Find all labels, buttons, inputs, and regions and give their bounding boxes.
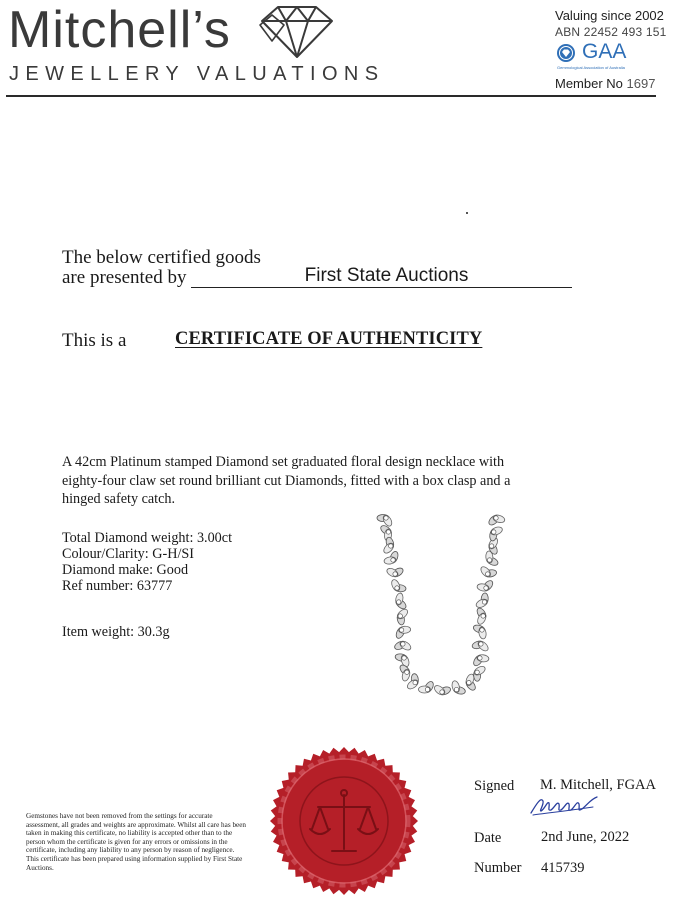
intro-line-1: The below certified goods <box>62 247 261 268</box>
signature-image <box>527 791 605 819</box>
valuing-since: Valuing since 2002 <box>555 8 664 23</box>
disclaimer-text: Gemstones have not been removed from the settings for accurate assessment, all grades and weights are approximate. Whilst all care has been taken in making this certificate, no liability is accepted other than to the person whom the certificate is given for any errors or omissions in the certificate, including any liability to any person by reason of negligence. This certificate has been prepared using information supplied by First State Auctions. <box>26 812 247 872</box>
gaa-label: GAA <box>582 40 627 63</box>
certificate-prefix: This is a <box>62 330 127 351</box>
intro-line-2: are presented by <box>62 267 187 288</box>
abn-number: ABN 22452 493 151 <box>555 25 667 39</box>
member-label: Member No <box>555 76 623 91</box>
necklace-link <box>476 579 494 593</box>
spec-diamond-make: Diamond make: Good <box>62 562 189 578</box>
date-value: 2nd June, 2022 <box>541 829 630 845</box>
necklace-link <box>386 566 405 578</box>
gaa-subtitle: Gemmological Association of Australia <box>557 65 625 70</box>
necklace-link <box>472 624 487 640</box>
signed-value: M. Mitchell, FGAA <box>540 777 656 793</box>
necklace-link <box>393 639 412 651</box>
gaa-emblem-icon <box>556 43 576 63</box>
member-number-value: 1697 <box>626 76 656 91</box>
date-label: Date <box>474 830 502 846</box>
necklace-link <box>473 665 487 682</box>
diamond-icon <box>258 3 336 59</box>
item-description: A 42cm Platinum stamped Diamond set graduated floral design necklace with eighty-four claw set round brilliant cut Diamonds, fitted with a box clasp and a hinged safety catch. <box>62 454 511 507</box>
necklace-link <box>394 592 408 610</box>
necklace-link <box>479 565 497 579</box>
necklace-link <box>395 626 411 640</box>
number-label: Number <box>474 860 522 876</box>
spec-colour-clarity: Colour/Clarity: G-H/SI <box>62 546 195 562</box>
necklace-link <box>487 513 506 526</box>
necklace-link <box>451 680 466 695</box>
spec-total-weight: Total Diamond weight: 3.00ct <box>62 530 233 546</box>
spec-ref-number: Ref number: 63777 <box>62 578 173 594</box>
necklace-photo <box>372 510 512 705</box>
number-value: 415739 <box>541 860 585 876</box>
necklace-link <box>433 684 452 697</box>
necklace-link <box>418 680 435 694</box>
necklace-link <box>390 578 406 592</box>
wax-seal-scales-icon <box>268 745 420 897</box>
necklace-link <box>377 514 394 528</box>
presenter-name: First State Auctions <box>191 265 572 288</box>
brand-name: Mitchell’s <box>8 1 231 59</box>
necklace-link <box>475 593 489 609</box>
member-number <box>555 76 655 92</box>
item-weight: Item weight: 30.3g <box>62 624 170 640</box>
necklace-link <box>471 639 490 652</box>
brand-subtitle: JEWELLERY VALUATIONS <box>9 63 385 85</box>
certificate-title: CERTIFICATE OF AUTHENTICITY <box>175 329 483 349</box>
necklace-link <box>398 663 411 682</box>
necklace-link <box>472 654 489 668</box>
header-divider <box>6 95 656 97</box>
signed-label: Signed <box>474 778 515 794</box>
speck <box>466 212 468 214</box>
necklace-link <box>475 607 487 626</box>
necklace-link <box>396 607 410 625</box>
